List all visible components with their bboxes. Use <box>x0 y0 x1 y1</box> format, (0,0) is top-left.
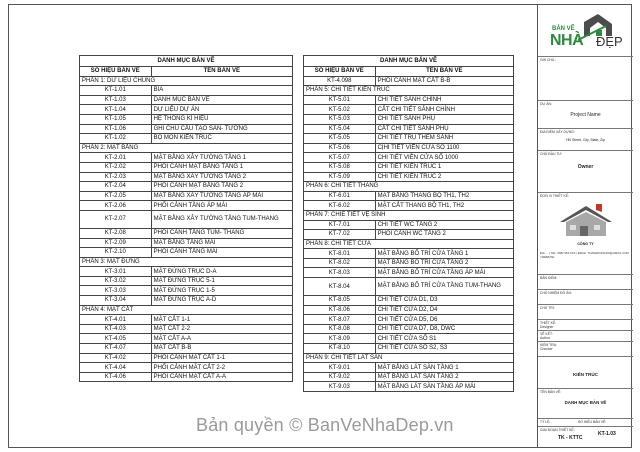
table-row <box>304 278 514 296</box>
table-row <box>80 267 293 277</box>
sheet-code: KT-8.05 <box>304 296 376 306</box>
sheet-code: KT-4.01 <box>80 315 152 325</box>
table-row <box>304 201 514 211</box>
table-row <box>304 268 514 278</box>
section-title: PHẦN 1: DỮ LIỆU CHUNG <box>80 76 293 86</box>
table-row <box>304 95 514 105</box>
table-row <box>80 105 293 115</box>
table-row <box>80 86 293 96</box>
section-title: PHẦN 4: MẶT CẮT <box>80 305 293 315</box>
project-name: Project Name <box>570 112 601 118</box>
logo-text-top: BẢN VẼ <box>552 26 575 32</box>
divider <box>538 56 633 57</box>
table-row <box>304 162 514 172</box>
sheet-code: KT-8.02 <box>304 258 376 268</box>
sheet-code: KT-5.04 <box>304 124 376 134</box>
sheet-name: CHI TIẾT SẢNH CHÍNH <box>375 95 513 105</box>
table-row <box>80 134 293 144</box>
title-block <box>537 4 632 448</box>
sheet-name: MẶT CẮT THANG BỘ TH1, TH2 <box>375 201 513 211</box>
table-row <box>80 228 293 238</box>
table-title: DANH MỤC BẢN VẼ <box>304 56 514 67</box>
table-row <box>80 162 293 172</box>
project-label: DỰ ÁN: <box>540 102 552 106</box>
section-title: PHẦN 7: CHIE TIẾT VỆ SINH <box>304 210 514 220</box>
table-row <box>304 305 514 315</box>
section-header-row <box>304 353 514 363</box>
sheet-name: CHI TIẾT CỬA SỐ S1 <box>375 334 513 344</box>
sheet-name: CHI TIẾT CỬA SỐ S2, S3 <box>375 344 513 354</box>
sheet-code: KT-3.03 <box>80 286 152 296</box>
table-row <box>80 172 293 182</box>
sheet-code: KT-8.01 <box>304 249 376 259</box>
sheet-code: KT-2.02 <box>80 162 152 172</box>
sheet-code: KT-5.02 <box>304 105 376 115</box>
section-title: PHẦN 2: MẶT BẰNG <box>80 143 293 153</box>
table-row <box>80 114 293 124</box>
sheet-name: PHỐI CẢNH MẶT BẰNG TẦNG 2 <box>151 182 292 192</box>
divider <box>538 100 633 101</box>
sheet-name: PHỐI CẢNH TẦNG TUM- THANG <box>151 228 292 238</box>
scale-label: TỶ LỆ: <box>540 420 551 424</box>
divider <box>538 426 633 427</box>
sheet-code: KT-8.03 <box>304 268 376 278</box>
author-name: Author <box>540 336 550 340</box>
table-row <box>80 182 293 192</box>
sheet-name: PHỐI CẢNH TẦNG ÁP MÁI <box>151 201 292 211</box>
sheet-name: CHI TIẾT WC TẦNG 2 <box>375 220 513 230</box>
divider <box>538 319 633 320</box>
table-row <box>304 344 514 354</box>
sheet-name: MẶT ĐỨNG TRỤC 1-5 <box>151 286 292 296</box>
sheet-name: MẶT ĐỨNG TRỤC A-D <box>151 296 292 306</box>
sheet-code: KT-4.04 <box>80 363 152 373</box>
divider <box>538 341 633 342</box>
sheet-name: BỘ MÔN KIẾN TRÚC <box>151 134 292 144</box>
section-header-row <box>80 76 293 86</box>
company-contact: ĐỊA: ... | TEL: 0987.654.XXX | EMAIL: THANHDONGDO@GMAIL.COM | WEBSITE: <box>540 251 629 259</box>
sheet-name: CHI TIẾT SẢNH PHỤ <box>375 114 513 124</box>
notes-label: GHI CHÚ : <box>540 58 557 62</box>
company-house-icon <box>556 200 616 240</box>
sheet-name: MẶT ĐỨNG TRỤC D-A <box>151 267 292 277</box>
divider <box>538 330 633 331</box>
table-row <box>304 382 514 392</box>
role-designer: THIẾT KẾ: <box>540 321 557 325</box>
table-row <box>304 334 514 344</box>
location-label: ĐỊA ĐIỂM XÂY DỰNG: <box>540 130 575 134</box>
sheet-code: KT-5.08 <box>304 162 376 172</box>
table-row <box>304 76 514 86</box>
sheet-name: GHI CHÚ CẤU TẠO SÀN- TƯỜNG <box>151 124 292 134</box>
sheet-code: KT-2.05 <box>80 191 152 201</box>
sheet-name: MẶT CẮT 2-2 <box>151 324 292 334</box>
sheet-code: KT-6.02 <box>304 201 376 211</box>
sheet-name: MẶT BẰNG TẦNG MÁI <box>151 238 292 248</box>
sheet-code: KT-4.07 <box>80 344 152 354</box>
sheet-code: KT-9.01 <box>304 363 376 373</box>
divider <box>538 304 633 305</box>
table-title: DANH MỤC BẢN VẼ <box>80 56 293 67</box>
logo-text-nha: NHÀ <box>550 32 584 49</box>
sheet-code: KT-5.05 <box>304 134 376 144</box>
role-project-lead: CHỦ NHIỆM ĐỒ ÁN: <box>540 291 572 295</box>
sheet-code: KT-5.01 <box>304 95 376 105</box>
table-row <box>80 324 293 334</box>
sheet-name: MẶT CẮT B-B <box>151 344 292 354</box>
sheet-name: CHI TIẾT CỬA D7, D8, DWC <box>375 324 513 334</box>
section-header-row <box>304 210 514 220</box>
drawing-list-table-left <box>79 55 293 382</box>
table-row <box>80 334 293 344</box>
section-title: PHẦN 6: CHI TIẾT THANG <box>304 182 514 192</box>
section-header-row <box>304 239 514 249</box>
checker-name: Checker <box>540 347 553 351</box>
table-row <box>304 105 514 115</box>
sheet-code: KT-2.01 <box>80 153 152 163</box>
sheet-name: PHỐI CẢNH TẦNG MÁI <box>151 248 292 258</box>
divider <box>538 289 633 290</box>
section-title: PHẦN 3: MẶT ĐỨNG <box>80 257 293 267</box>
column-header-name: TÊN BẢN VẼ <box>375 67 513 77</box>
sheet-name: MẶT BẰNG BỐ TRÍ CỬA TẦNG 1 <box>375 249 513 259</box>
table-row <box>80 201 293 211</box>
sheet-code: KT-7.02 <box>304 230 376 240</box>
sheet-name: PHỐI CẢNH MẶT BẰNG TẦNG 1 <box>151 162 292 172</box>
sheet-code: KT-4.03 <box>80 324 152 334</box>
sheet-name: MẶT BẰNG BỐ TRÍ CỬA TẦNG TUM-THANG <box>375 278 513 296</box>
table-row <box>304 124 514 134</box>
sheet-title: DANH MỤC BẢN VẼ <box>564 400 607 405</box>
sheet-code: KT-2.06 <box>80 201 152 211</box>
table-row <box>304 363 514 373</box>
owner-label: CHỦ ĐẦU TƯ: <box>540 152 563 156</box>
table-body <box>304 76 514 391</box>
phase-label: GIAI ĐOẠN THIẾT KẾ: <box>540 428 575 432</box>
sheet-name: PHỐI CẢNH MẶT CẮT B-B <box>375 76 513 86</box>
table-row <box>80 344 293 354</box>
table-row <box>80 238 293 248</box>
table-row <box>304 220 514 230</box>
sheet-name: DỰ LIỆU DỰ ÁN <box>151 105 292 115</box>
divider <box>538 274 633 275</box>
sheet-title-label: TÊN BẢN VẼ: <box>540 390 562 394</box>
sheet-number: KT-1.03 <box>598 431 616 437</box>
drawing-list-table-right <box>303 55 514 392</box>
table-row <box>304 134 514 144</box>
divider <box>538 356 633 357</box>
owner-name: Owner <box>577 164 594 170</box>
sheet-code: KT-6.01 <box>304 191 376 201</box>
section-title: PHẦN 8: CHI TIẾT CỬA <box>304 239 514 249</box>
sheet-code: KT-8.10 <box>304 344 376 354</box>
table-row <box>80 191 293 201</box>
discipline-name: KIẾN TRÚC <box>572 372 598 377</box>
copyright-watermark: Bản quyền © BanVeNhaDep.vn <box>196 415 454 435</box>
table-row <box>80 315 293 325</box>
sheet-code: KT-1.04 <box>80 105 152 115</box>
sheet-name: MẶT CẮT A-A <box>151 334 292 344</box>
sheet-name: MẶT ĐỨNG TRỤC 5-1 <box>151 276 292 286</box>
table-row <box>304 324 514 334</box>
sheet-code: KT-2.03 <box>80 172 152 182</box>
sheet-name: DANH MỤC BẢN VẼ <box>151 95 292 105</box>
sheet-code: KT-4.098 <box>304 76 376 86</box>
project-address: HN Street, City, State, Zip <box>566 138 605 142</box>
sheet-name: CẮT CHI TIẾT SẢNH PHỤ <box>375 124 513 134</box>
sheet-code: KT-8.09 <box>304 334 376 344</box>
sheet-code: KT-1.02 <box>80 134 152 144</box>
sheet-code: KT-2.09 <box>80 238 152 248</box>
sheet-code: KT-3.01 <box>80 267 152 277</box>
role-checker: KIỂM TRA: <box>540 343 557 347</box>
sheet-code: KT-1.06 <box>80 124 152 134</box>
designer-name: Designer <box>540 325 554 329</box>
section-title: PHẦN 5: CHI TIẾT KIẾN TRÚC <box>304 86 514 96</box>
sheet-code: KT-7.01 <box>304 220 376 230</box>
sheet-name: BÌA <box>151 86 292 96</box>
sheet-name: MẶT BẰNG LÁT SÀN TẦNG 2 <box>375 372 513 382</box>
sheet-name: MẶT CẮT 1-1 <box>151 315 292 325</box>
sheet-code: KT-1.03 <box>80 95 152 105</box>
sheet-code: KT-8.07 <box>304 315 376 325</box>
sheet-number-label: SỐ HIỆU BẢN VẼ: <box>578 420 607 424</box>
sheet-code: KT-3.02 <box>80 276 152 286</box>
brand-logo <box>544 12 628 52</box>
table-row <box>80 248 293 258</box>
table-row <box>304 114 514 124</box>
sheet-name: CHI TIẾT CỬA D5, D6 <box>375 315 513 325</box>
design-unit-label: ĐƠN VỊ THIẾT KẾ: <box>540 194 569 198</box>
company-name: CÔNG TY <box>577 242 594 246</box>
table-row <box>304 191 514 201</box>
table-row <box>80 372 293 382</box>
sheet-name: CHI TIẾT KIẾN TRÚC 1 <box>375 162 513 172</box>
sheet-code: KT-8.06 <box>304 305 376 315</box>
sheet-code: KT-5.06 <box>304 143 376 153</box>
sheet-name: MẶT BẰNG XÂY TƯỜNG TẦNG TUM-THANG <box>151 210 292 228</box>
divider <box>538 128 633 129</box>
sheet-code: KT-4.02 <box>80 353 152 363</box>
sheet-name: MẶT BẰNG THANG BỘ TH1, TH2 <box>375 191 513 201</box>
table-row <box>80 296 293 306</box>
table-row <box>304 315 514 325</box>
table-row <box>304 296 514 306</box>
section-header-row <box>80 143 293 153</box>
role-chair: CHỦ TRÌ: <box>540 306 555 310</box>
sheet-code: KT-2.07 <box>80 210 152 228</box>
logo-text-dep: ĐẸP <box>596 34 623 49</box>
sheet-name: MẶT BẰNG BỐ TRÍ CỬA TẦNG 2 <box>375 258 513 268</box>
sheet-code: KT-4.06 <box>80 372 152 382</box>
table-body <box>80 76 293 382</box>
sheet-name: CHI TIẾT KIẾN TRÚC 2 <box>375 172 513 182</box>
table-row <box>80 276 293 286</box>
divider <box>538 192 633 193</box>
divider <box>538 418 633 419</box>
table-row <box>304 372 514 382</box>
table-row <box>80 286 293 296</box>
column-header-code: SỐ HIỆU BẢN VẼ <box>80 67 152 77</box>
table-row <box>80 153 293 163</box>
sheet-code: KT-5.07 <box>304 153 376 163</box>
table-row <box>80 124 293 134</box>
divider <box>538 388 633 389</box>
column-header-name: TÊN BẢN VẼ <box>151 67 292 77</box>
sheet-code: KT-2.08 <box>80 228 152 238</box>
sheet-name: PHỐI CẢNH MẶT CẮT A-A <box>151 372 292 382</box>
sheet-name: MẶT BẰNG XÂY TƯỜNG TẦNG ÁP MÁI <box>151 191 292 201</box>
sheet-code: KT-8.08 <box>304 324 376 334</box>
sheet-name: MẶT BẰNG LÁT SÀN TẦNG 1 <box>375 363 513 373</box>
table-row <box>304 249 514 259</box>
role-reviewer: BẢN KIỂM: <box>540 276 558 280</box>
sheet-code: KT-5.09 <box>304 172 376 182</box>
sheet-code: KT-2.10 <box>80 248 152 258</box>
sheet-name: MẶT BẰNG LÁT SÀN TẦNG ÁP MÁI <box>375 382 513 392</box>
section-header-row <box>80 305 293 315</box>
sheet-code: KT-8.04 <box>304 278 376 296</box>
sheet-code: KT-5.03 <box>304 114 376 124</box>
sheet-name: CẮT CHI TIẾT SẢNH CHÍNH <box>375 105 513 115</box>
sheet-name: CHI TIẾT VIỀN CỬA SỐ 1000 <box>375 153 513 163</box>
sheet-code: KT-4.05 <box>80 334 152 344</box>
sheet-name: MẶT BẰNG BỐ TRÍ CỬA TẦNG ÁP MÁI <box>375 268 513 278</box>
sheet-code: KT-9.02 <box>304 372 376 382</box>
table-row <box>304 230 514 240</box>
sheet-code: KT-9.03 <box>304 382 376 392</box>
table-row <box>304 258 514 268</box>
section-header-row <box>304 86 514 96</box>
sheet-name: PHỐI CẢNH MẶT CẮT 1-1 <box>151 353 292 363</box>
section-header-row <box>304 182 514 192</box>
sheet-name: MẶT BẰNG XÂY TƯỜNG TẦNG 1 <box>151 153 292 163</box>
sheet-name: PHỐI CẢNH WC TẦNG 2 <box>375 230 513 240</box>
divider <box>538 150 633 151</box>
table-row <box>304 172 514 182</box>
sheet-name: PHỐI CẢNH MẶT CẮT 2-2 <box>151 363 292 373</box>
design-phase: TK - KTTC <box>558 435 583 441</box>
table-row <box>80 353 293 363</box>
table-row <box>80 210 293 228</box>
sheet-name: CHI TIẾT CỬA D2, D4 <box>375 305 513 315</box>
table-row <box>80 363 293 373</box>
section-title: PHẦN 9: CHI TIẾT LÁT SÀN <box>304 353 514 363</box>
role-drafter: VẼ KẾT: <box>540 332 553 336</box>
sheet-name: HỆ THỐNG KÍ HIỆU <box>151 114 292 124</box>
sheet-name: CỊHI TIẾT VIỀN CỬA SỐ 1100 <box>375 143 513 153</box>
sheet-name: MẶT BẰNG XÂY TƯỜNG TẦNG 2 <box>151 172 292 182</box>
sheet-code: KT-3.04 <box>80 296 152 306</box>
table-row <box>80 95 293 105</box>
section-header-row <box>80 257 293 267</box>
sheet-code: KT-2.04 <box>80 182 152 192</box>
sheet-name: CHI TIẾT CỬA D1, D3 <box>375 296 513 306</box>
column-header-code: SỐ HIỆU BẢN VẼ <box>304 67 376 77</box>
table-row <box>304 153 514 163</box>
sheet-code: KT-1.05 <box>80 114 152 124</box>
sheet-name: CHI TIẾT TRỤ THÈM SẢNH <box>375 134 513 144</box>
sheet-code: KT-1.01 <box>80 86 152 96</box>
table-row <box>304 143 514 153</box>
